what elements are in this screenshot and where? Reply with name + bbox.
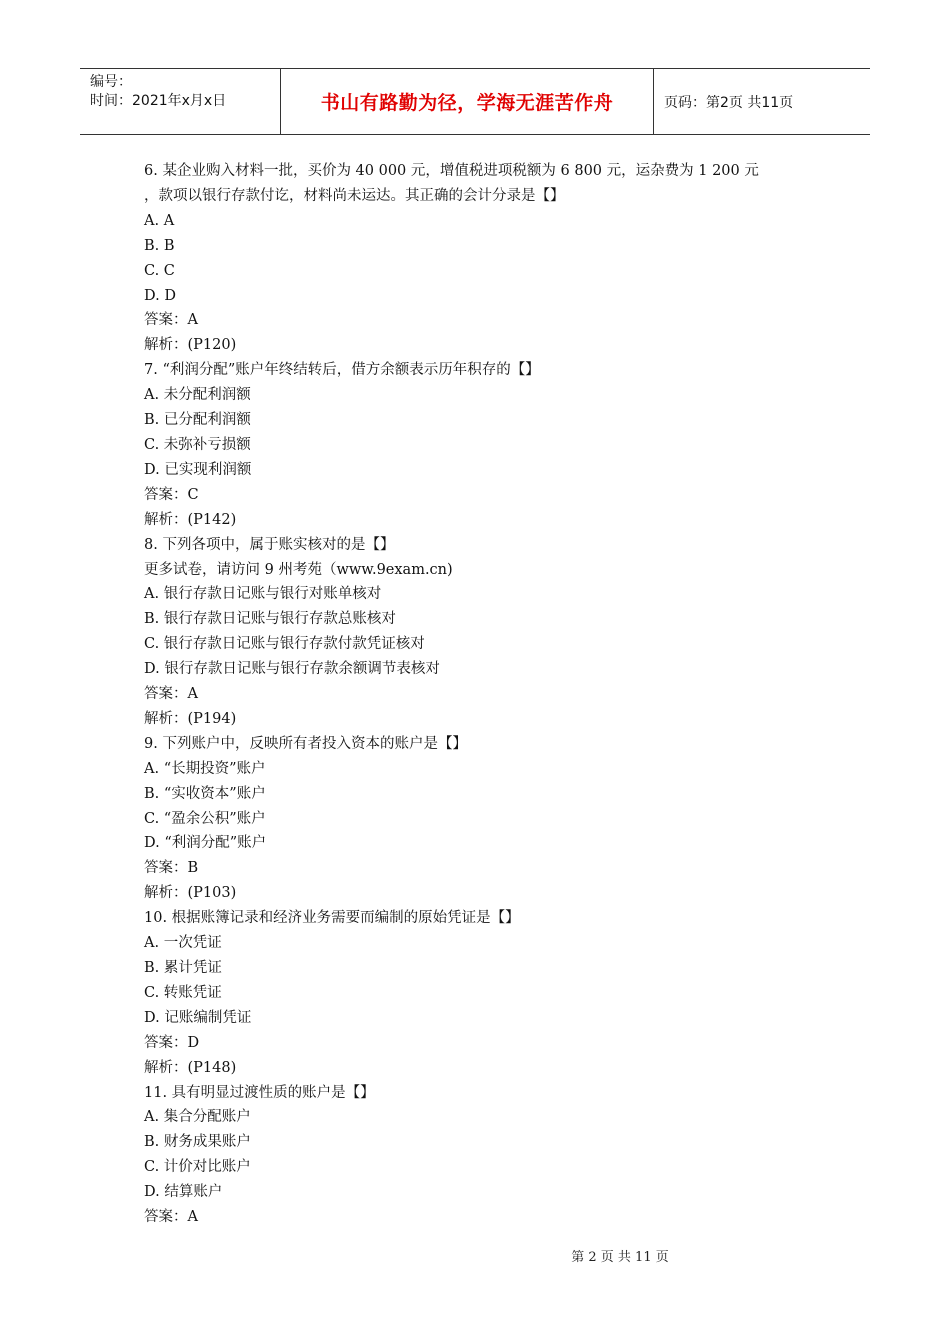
text-line: A. 集合分配账户: [144, 1109, 251, 1126]
header-meta: [80, 69, 281, 134]
text-line: C. 计价对比账户: [144, 1159, 251, 1176]
text-line: 9. 下列账户中，反映所有者投入资本的账户是【】: [144, 735, 467, 752]
text-line: 7. “利润分配”账户年终结转后，借方余额表示历年积存的【】: [144, 362, 540, 379]
text-line: A. “长期投资”账户: [144, 760, 266, 777]
text-line: 解析：(P103): [144, 885, 237, 902]
text-line: 答案：A: [144, 686, 198, 703]
text-line: B. 累计凭证: [144, 960, 222, 976]
text-line: 答案：C: [144, 486, 199, 503]
page-header: [80, 68, 870, 135]
text-line: 答案：B: [144, 860, 199, 877]
header-motto: 书山有路勤为径，学海无涯苦作舟: [281, 69, 654, 134]
text-line: 11. 具有明显过渡性质的账户是【】: [144, 1084, 375, 1101]
text-line: 答案：D: [144, 1034, 200, 1051]
text-line: 答案：A: [144, 1209, 198, 1226]
header-page-info: 页码：第2页 共11页: [664, 94, 794, 111]
text-line: 更多试卷，请访问 9 州考苑（www.9exam.cn): [144, 561, 453, 578]
page-footer: 第 2 页 共 11 页: [571, 1250, 669, 1265]
text-line: 解析：(P194): [144, 710, 237, 727]
time-label: 时间：2021年x月x日: [90, 93, 227, 109]
text-line: B. “实收资本”账户: [144, 785, 266, 802]
text-line: 解析：(P148): [144, 1059, 237, 1076]
text-line: B. B: [144, 237, 175, 254]
text-line: 8. 下列各项中，属于账实核对的是【】: [144, 536, 395, 553]
text-line: D. 银行存款日记账与银行存款余额调节表核对: [144, 661, 440, 678]
text-line: C. 银行存款日记账与银行存款付款凭证核对: [144, 636, 425, 653]
text-line: A. 未分配利润额: [144, 387, 251, 404]
text-line: A. 一次凭证: [144, 935, 222, 952]
text-line: C. 未弥补亏损额: [144, 436, 251, 453]
text-line: C. C: [144, 262, 175, 279]
text-line: B. 银行存款日记账与银行存款总账核对: [144, 611, 396, 628]
text-line: D. 结算账户: [144, 1184, 223, 1201]
text-line: 答案：A: [144, 312, 198, 329]
text-line: B. 财务成果账户: [144, 1134, 251, 1151]
text-line: A. A: [144, 212, 175, 229]
document-body: [144, 159, 824, 1230]
text-line: D. D: [144, 287, 176, 304]
text-line: D. 记账编制凭证: [144, 1009, 252, 1026]
text-line: B. 已分配利润额: [144, 412, 251, 429]
text-line: 解析：(P142): [144, 511, 237, 528]
text-line: D. “利润分配”账户: [144, 835, 267, 852]
text-line: ，款项以银行存款付讫，材料尚未运达。其正确的会计分录是【】: [144, 187, 565, 204]
text-line: A. 银行存款日记账与银行对账单核对: [144, 586, 382, 603]
text-line: D. 已实现利润额: [144, 461, 252, 478]
number-label: 编号：: [90, 74, 132, 90]
text-line: C. 转账凭证: [144, 984, 222, 1001]
text-line: C. “盈余公积”账户: [144, 810, 266, 827]
text-line: 6. 某企业购入材料一批，买价为 40 000 元，增值税进项税额为 6 800 元，运杂费为 1 200 元: [144, 163, 759, 179]
text-line: 10. 根据账簿记录和经济业务需要而编制的原始凭证是【】: [144, 910, 520, 927]
text-line: 解析：(P120): [144, 337, 237, 354]
